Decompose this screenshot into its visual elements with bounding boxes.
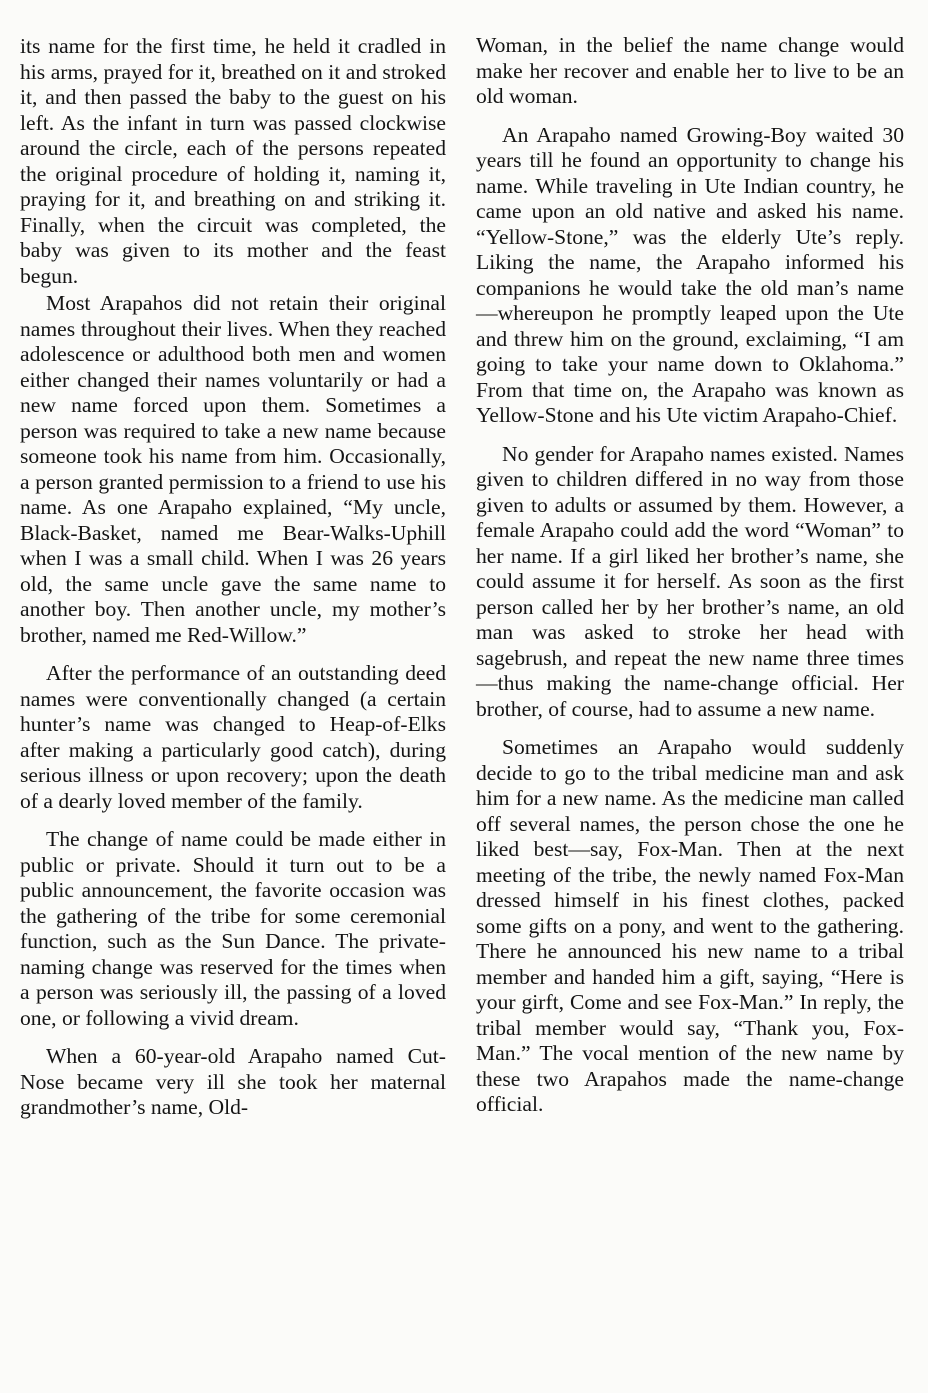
- left-column: [20, 34, 446, 1134]
- paragraph: No gender for Arapaho names existed. Names given to children differed in no way from those given to adults or assumed by them. However, a female Arapaho could add the word “Woman” to her name. If a girl liked her brother’s name, she could assume it for herself. As soon as the first person called her by her brother’s name, an old man was asked to stroke her head with sagebrush, and repeat the new name three times—thus making the name-change official. Her brother, of course, had to assume a new name.: [476, 441, 904, 721]
- paragraph: The change of name could be made either in public or private. Should it turn out to be a public announcement, the favorite occasion was the gathering of the tribe for some ceremonial function, such as the Sun Dance. The private-naming change was reserved for the times when a person was seriously ill, the passing of a loved one, or following a vivid dream.: [20, 827, 446, 1030]
- paragraph: When a 60-year-old Arapaho named Cut-Nose became very ill she took her maternal grandmother’s name, Old-: [20, 1044, 446, 1119]
- paragraph: Sometimes an Arapaho would suddenly decide to go to the tribal medicine man and ask him for a new name. As the medicine man called off several names, the person chose the one he liked best—say, Fox-Man. Then at the next meeting of the tribe, the newly named Fox-Man dressed himself in his finest clothes, packed some gifts on a pony, and went to the gathering. There he announced his new name to a tribal member and handed him a gift, saying, “Here is your girft, Come and see Fox-Man.” In reply, the tribal member would say, “Thank you, Fox-Man.” The vocal mention of the new name by these two Arapahos made the name-change official.: [476, 735, 904, 1116]
- paragraph: Most Arapahos did not retain their original names throughout their lives. When they reached adolescence or adulthood both men and women either changed their names voluntarily or had a new name forced upon them. Sometimes a person was required to take a new name because someone took his name from him. Occasionally, a person granted permission to a friend to use his name. As one Arapaho explained, “My uncle, Black-Basket, named me Bear-Walks-Uphill when I was a small child. When I was 26 years old, the same uncle gave the same name to another boy. Then another uncle, my mother’s brother, named me Red-Willow.”: [20, 291, 446, 647]
- paragraph: After the performance of an outstanding deed names were conventionally changed (a certain hunter’s name was changed to Heap-of-Elks after making a particularly good catch), during serious illness or upon recovery; upon the death of a dearly loved member of the family.: [20, 661, 446, 813]
- paragraph: its name for the first time, he held it cradled in his arms, prayed for it, breathed on it and stroked it, and then passed the baby to the guest on his left. As the infant in turn was passed clockwise around the circle, each of the persons repeated the original procedure of holding it, naming it, praying for it, and breathing on and striking it. Finally, when the circuit was completed, the baby was given to its mother and the feast begun.: [20, 34, 446, 288]
- paragraph: Woman, in the belief the name change would make her recover and enable her to live to be an old woman.: [476, 33, 904, 108]
- right-column: [476, 33, 904, 1131]
- paragraph: An Arapaho named Growing-Boy waited 30 years till he found an opportunity to change his name. While traveling in Ute Indian country, he came upon an old native and asked his name. “Yellow-Stone,” was the elderly Ute’s reply. Liking the name, the Arapaho informed his companions he would take the old man’s name —whereupon he promptly leaped upon the Ute and threw him on the ground, exclaiming, “I am going to take your name down to Oklahoma.” From that time on, the Arapaho was known as Yellow-Stone and his Ute victim Arapaho-Chief.: [476, 122, 904, 427]
